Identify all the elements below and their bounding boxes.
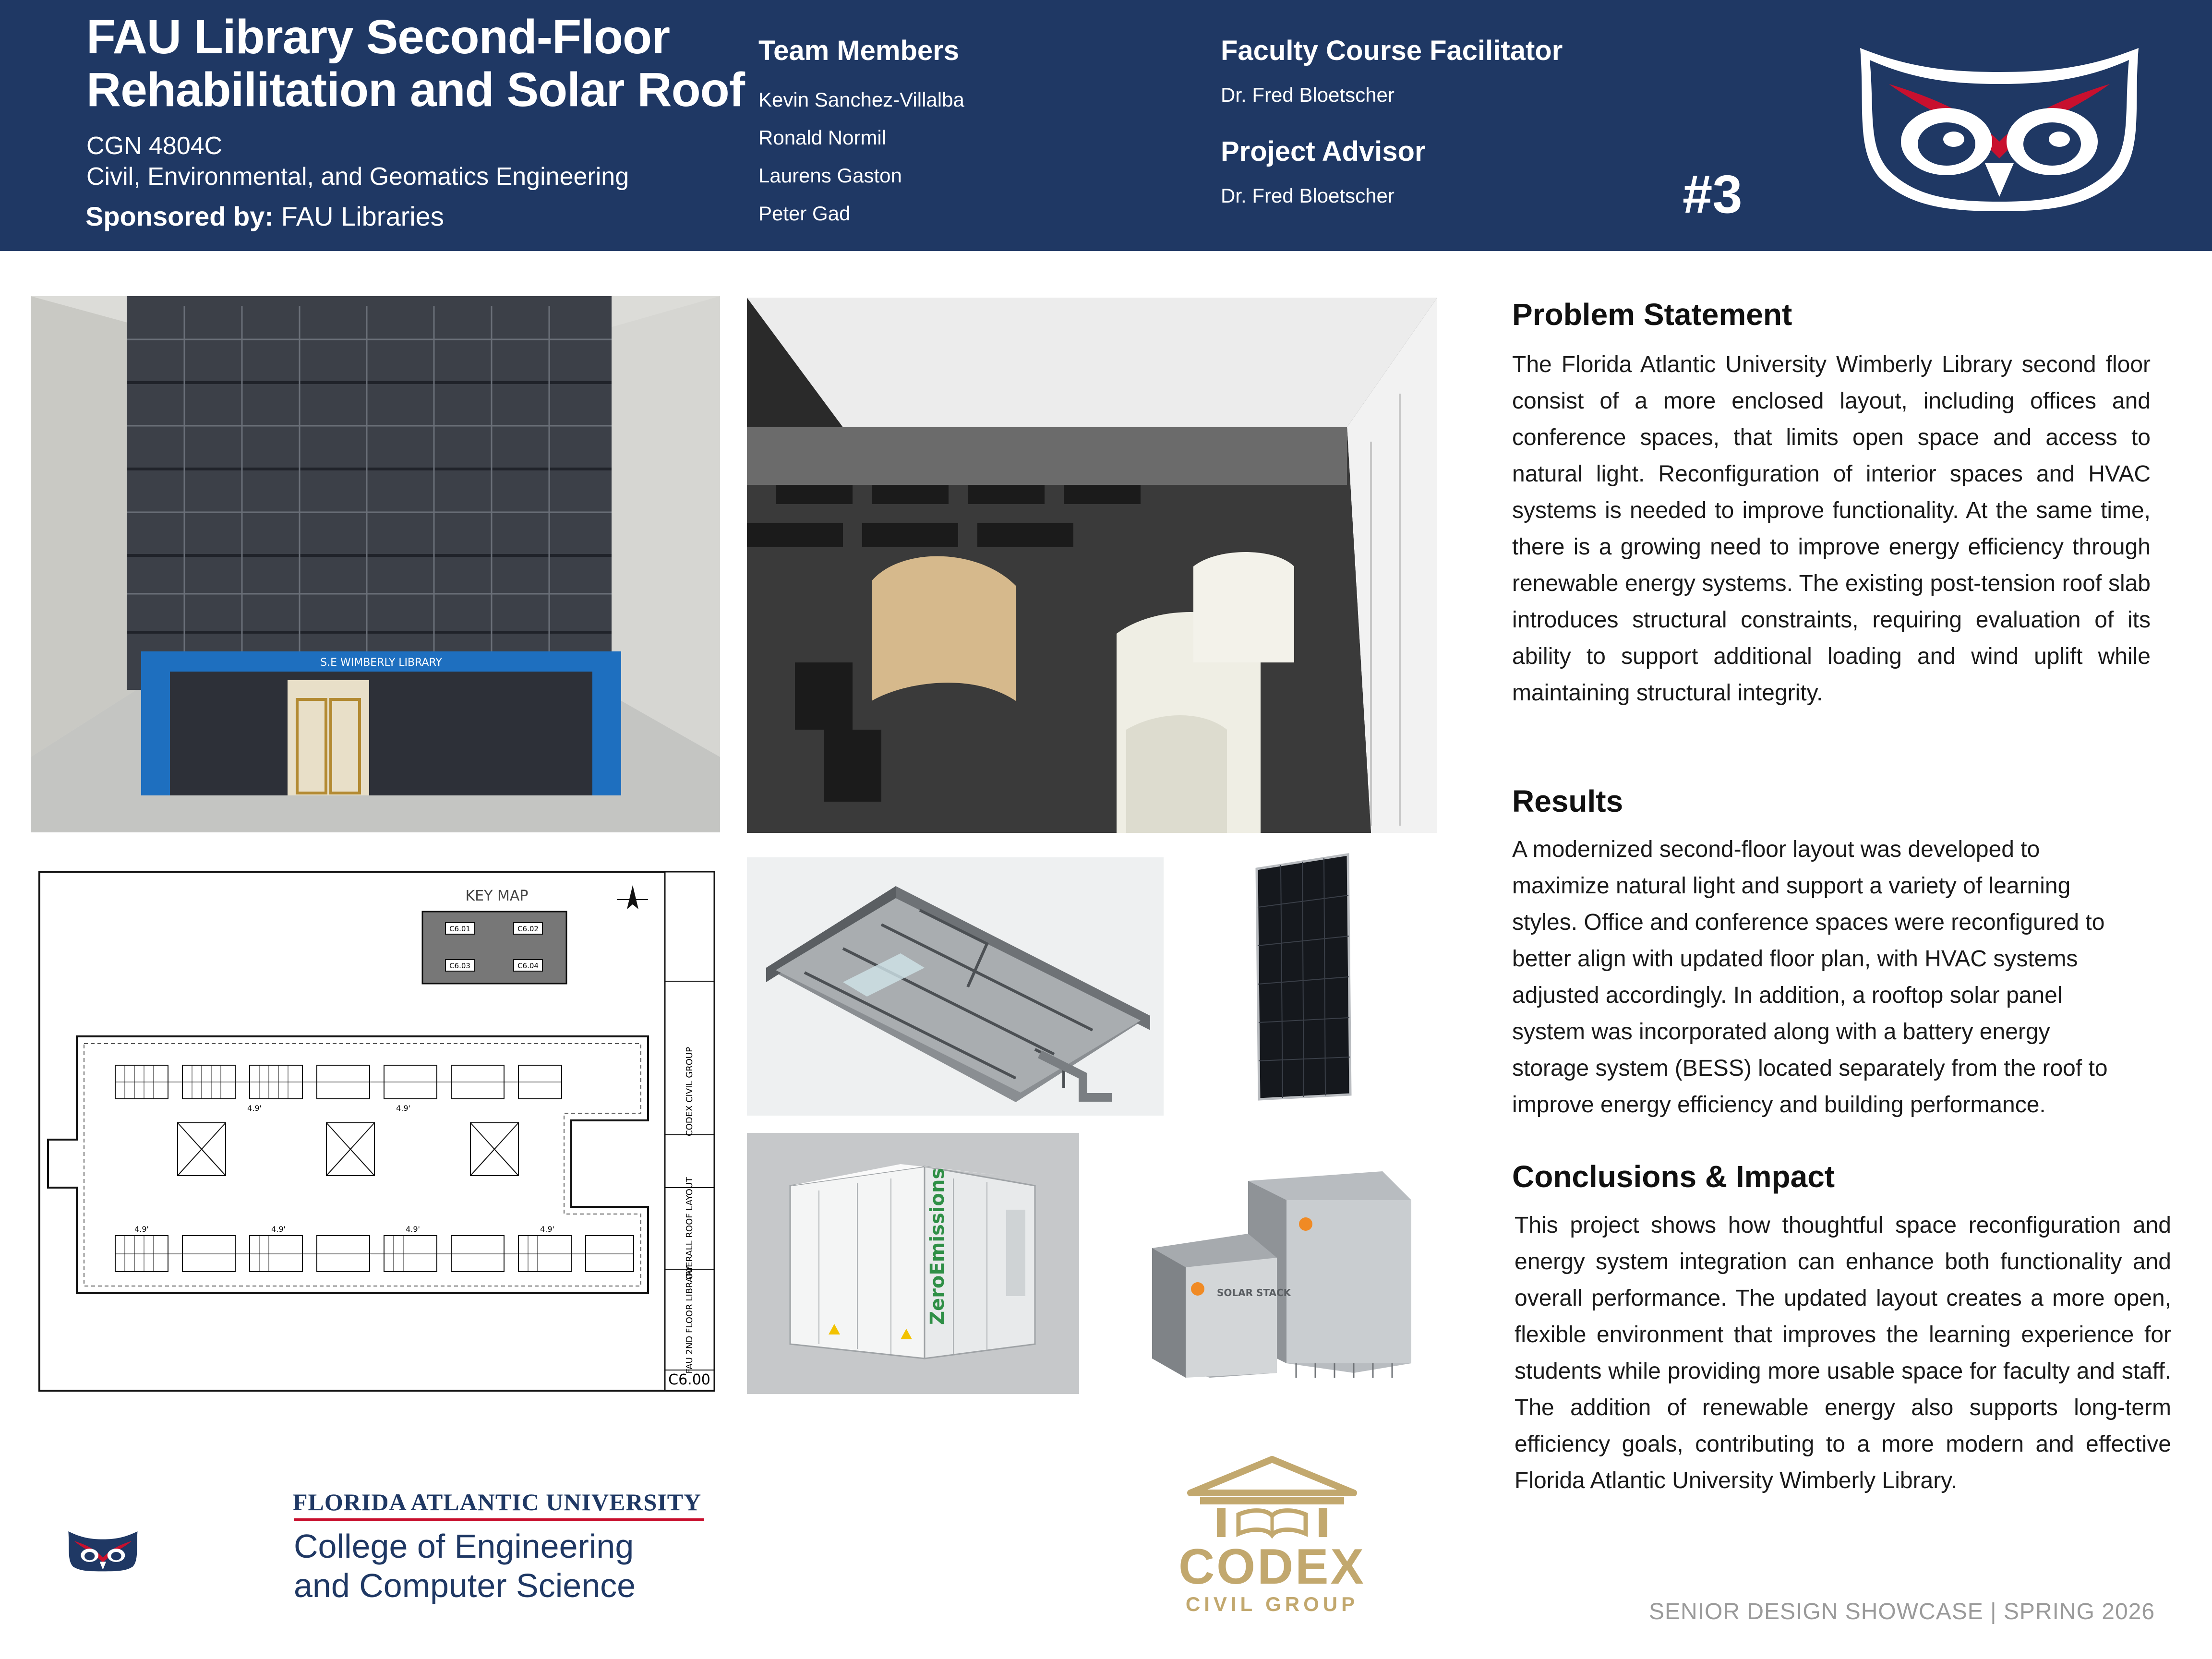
dimension-label: 4.9'	[396, 1104, 410, 1113]
sponsor-label: Sponsored by:	[85, 201, 274, 231]
college-line-1: College of Engineering	[294, 1527, 634, 1565]
key-cell: C6.01	[449, 925, 470, 933]
dimension-label: 4.9'	[271, 1225, 286, 1234]
results-line: better align with updated floor plan, with HVAC systems	[1512, 946, 2078, 972]
advisor-heading: Project Advisor	[1221, 136, 1426, 167]
team-list	[758, 81, 964, 232]
conclusions-text: This project shows how thoughtful space reconfiguration and energy system integration can enhance both functionality and overall performance. The updated layout creates a more open, flexible environment that improves the learning experience for students while providing more usable space for faculty and staff. The addition of renewable energy also supports long-term efficiency goals, contributing to a more modern and effective Florida Atlantic University Wimberly Library.	[1515, 1213, 2171, 1493]
mount-brand-text: SOLAR STACK	[1217, 1287, 1291, 1298]
titleblock-project: FAU 2ND FLOOR LIBRARY	[685, 1265, 695, 1374]
bess-brand-text: ZeroEmissions	[926, 1167, 949, 1325]
library-facade-render	[31, 296, 720, 832]
team-heading: Team Members	[758, 35, 959, 66]
library-interior-render	[747, 298, 1437, 833]
results-heading: Results	[1512, 784, 1623, 818]
key-cell: C6.04	[517, 962, 539, 970]
facade-sign-text: S.E WIMBERLY LIBRARY	[320, 657, 442, 669]
fau-owl-logo-icon	[1851, 38, 2148, 211]
solar-panel-photo	[1247, 850, 1358, 1104]
team-member: Laurens Gaston	[758, 164, 902, 187]
results-text	[1512, 831, 2165, 1123]
dimension-label: 4.9'	[134, 1225, 149, 1234]
codex-subtitle: CIVIL GROUP	[1185, 1593, 1359, 1615]
dimension-label: 4.9'	[540, 1225, 554, 1234]
college-line-2: and Computer Science	[294, 1567, 636, 1604]
department: Civil, Environmental, and Geomatics Engineering	[86, 163, 629, 191]
dimension-label: 4.9'	[247, 1104, 262, 1113]
sheet-number: C6.00	[668, 1371, 710, 1388]
sponsor-line	[85, 201, 444, 232]
project-number: #3	[1683, 164, 1743, 224]
title-line-1: FAU Library Second-Floor	[86, 10, 670, 64]
results-line: storage system (BESS) located separately from the roof to	[1512, 1056, 2108, 1081]
key-cell: C6.03	[449, 962, 470, 970]
fau-owl-footer-icon	[67, 1488, 283, 1613]
results-line: A modernized second-floor layout was developed to	[1512, 837, 2040, 862]
results-line: system was incorporated along with a battery energy	[1512, 1019, 2050, 1045]
titleblock-company: CODEX CIVIL GROUP	[685, 1047, 695, 1136]
results-line: styles. Office and conference spaces were reconfigured to	[1512, 910, 2105, 935]
team-member: Peter Gad	[758, 202, 851, 225]
solar-mounting-system-photo	[1114, 1152, 1421, 1382]
course-code: CGN 4804C	[86, 132, 223, 160]
battery-energy-storage-photo	[747, 1133, 1079, 1394]
hvac-3d-model-render	[747, 857, 1164, 1116]
university-divider	[294, 1518, 704, 1521]
advisor-name: Dr. Fred Bloetscher	[1221, 184, 1395, 207]
poster-header	[0, 0, 2212, 251]
dimension-label: 4.9'	[406, 1225, 420, 1234]
overall-roof-layout-drawing	[38, 871, 715, 1392]
results-line: maximize natural light and support a variety of learning	[1512, 873, 2071, 899]
problem-text: The Florida Atlantic University Wimberly Library second floor consist of a more enclosed layout, including offices and conference spaces, that limits open space and access to natural light. Reconfiguration of interior spaces and HVAC systems is needed to improve functionality. At the same time, there is a growing need to improve energy efficiency through renewable energy systems. The existing post-tension roof slab introduces structural constraints, requiring evaluation of its ability to support additional loading and wind uplift while maintaining structural integrity.	[1512, 352, 2151, 706]
codex-wordmark: CODEX	[1178, 1539, 1366, 1595]
team-member: Ronald Normil	[758, 126, 887, 149]
title-line-2: Rehabilitation and Solar Roof	[86, 63, 745, 117]
course-info	[86, 131, 629, 192]
showcase-caption: SENIOR DESIGN SHOWCASE | SPRING 2026	[1649, 1599, 2155, 1624]
sponsor-name: FAU Libraries	[281, 201, 444, 231]
team-member: Kevin Sanchez-Villalba	[758, 88, 964, 111]
results-line: improve energy efficiency and building performance.	[1512, 1092, 2046, 1118]
problem-heading: Problem Statement	[1512, 297, 1792, 332]
key-cell: C6.02	[517, 925, 539, 933]
titleblock-sheet-title: OVERALL ROOF LAYOUT	[685, 1177, 695, 1280]
poster-title	[86, 11, 745, 116]
results-line: adjusted accordingly. In addition, a rooftop solar panel	[1512, 983, 2063, 1008]
college-name	[294, 1527, 636, 1605]
facilitator-heading: Faculty Course Facilitator	[1221, 35, 1563, 66]
conclusions-heading: Conclusions & Impact	[1512, 1159, 1835, 1194]
university-name: FLORIDA ATLANTIC UNIVERSITY	[293, 1489, 702, 1515]
key-map-label: KEY MAP	[465, 888, 529, 904]
facilitator-name: Dr. Fred Bloetscher	[1221, 84, 1395, 106]
